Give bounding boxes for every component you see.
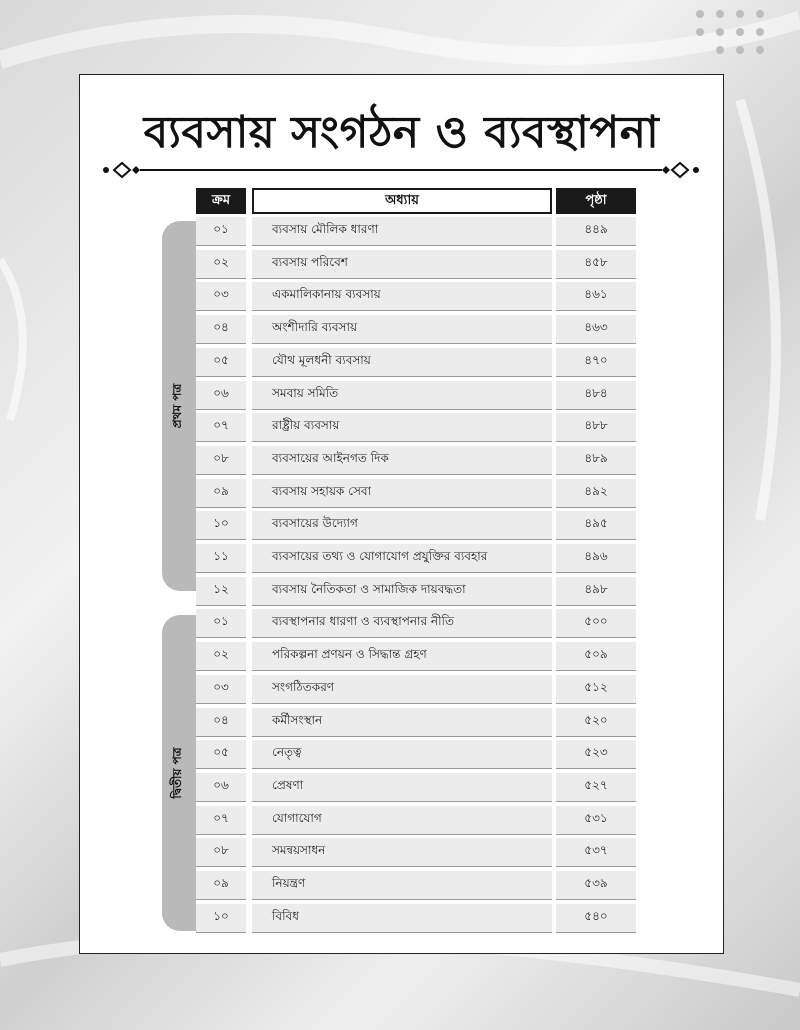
- row-page: ৪৭০: [556, 348, 636, 377]
- row-chapter: রাষ্ট্রীয় ব্যবসায়: [252, 413, 552, 442]
- title-divider-ornament: [100, 159, 702, 181]
- header-serial: ক্রম: [196, 188, 246, 214]
- row-chapter: কর্মীসংস্থান: [252, 708, 552, 737]
- row-serial: ০৪: [196, 708, 246, 737]
- row-page: ৪৮৪: [556, 381, 636, 410]
- row-serial: ১০: [196, 511, 246, 540]
- row-serial: ০৫: [196, 740, 246, 769]
- section-label-first-paper: প্রথম পত্র: [170, 383, 184, 429]
- row-serial: ০৪: [196, 315, 246, 344]
- row-serial: ০৫: [196, 348, 246, 377]
- row-serial: ০১: [196, 217, 246, 246]
- table-row: [80, 806, 725, 836]
- table-row: [80, 282, 725, 312]
- row-page: ৫১২: [556, 675, 636, 704]
- row-serial: ০২: [196, 642, 246, 671]
- row-chapter: ব্যবসায় মৌলিক ধারণা: [252, 217, 552, 246]
- row-serial: ০২: [196, 250, 246, 279]
- table-row: [80, 609, 725, 639]
- row-page: ৫৩৯: [556, 871, 636, 900]
- row-page: ৪৯২: [556, 479, 636, 508]
- row-chapter: যৌথ মূলধনী ব্যবসায়: [252, 348, 552, 377]
- row-page: ৪৯৬: [556, 544, 636, 573]
- row-serial: ০৮: [196, 446, 246, 475]
- row-chapter: সংগঠিতকরণ: [252, 675, 552, 704]
- row-serial: ১১: [196, 544, 246, 573]
- header-chapter: অধ্যায়: [252, 188, 552, 214]
- row-serial: ০৯: [196, 479, 246, 508]
- row-chapter: ব্যবস্থাপনার ধারণা ও ব্যবস্থাপনার নীতি: [252, 609, 552, 638]
- table-row: [80, 544, 725, 574]
- content-card: [79, 74, 724, 954]
- table-row: [80, 250, 725, 280]
- table-row: [80, 838, 725, 868]
- row-chapter: পরিকল্পনা প্রণয়ন ও সিদ্ধান্ত গ্রহণ: [252, 642, 552, 671]
- row-chapter: অংশীদারি ব্যবসায়: [252, 315, 552, 344]
- row-chapter: ব্যবসায়ের আইনগত দিক: [252, 446, 552, 475]
- row-serial: ০৩: [196, 675, 246, 704]
- row-chapter: বিবিধ: [252, 904, 552, 933]
- row-page: ৪৯৫: [556, 511, 636, 540]
- row-page: ৪৬৩: [556, 315, 636, 344]
- row-serial: ১২: [196, 577, 246, 606]
- table-row: [80, 708, 725, 738]
- table-row: [80, 479, 725, 509]
- row-serial: ০৩: [196, 282, 246, 311]
- row-page: ৫৩১: [556, 806, 636, 835]
- row-page: ৫২০: [556, 708, 636, 737]
- row-page: ৪৯৮: [556, 577, 636, 606]
- table-row: [80, 446, 725, 476]
- table-row: [80, 577, 725, 607]
- header-page: পৃষ্ঠা: [556, 188, 636, 214]
- row-chapter: নিয়ন্ত্রণ: [252, 871, 552, 900]
- row-chapter: যোগাযোগ: [252, 806, 552, 835]
- row-serial: ০৯: [196, 871, 246, 900]
- row-chapter: সমন্বয়সাধন: [252, 838, 552, 867]
- row-serial: ০৭: [196, 806, 246, 835]
- table-row: [80, 348, 725, 378]
- row-page: ৫২৭: [556, 773, 636, 802]
- row-serial: ০৬: [196, 773, 246, 802]
- table-row: [80, 740, 725, 770]
- table-row: [80, 413, 725, 443]
- row-chapter: নেতৃত্ব: [252, 740, 552, 769]
- row-chapter: ব্যবসায় পরিবেশ: [252, 250, 552, 279]
- row-page: ৪৪৯: [556, 217, 636, 246]
- row-serial: ০৮: [196, 838, 246, 867]
- table-row: [80, 381, 725, 411]
- row-serial: ০১: [196, 609, 246, 638]
- table-row: [80, 773, 725, 803]
- row-page: ৫০৯: [556, 642, 636, 671]
- table-row: [80, 511, 725, 541]
- row-chapter: একমালিকানায় ব্যবসায়: [252, 282, 552, 311]
- page-title: ব্যবসায় সংগঠন ও ব্যবস্থাপনা: [143, 107, 660, 158]
- row-chapter: সমবায় সমিতি: [252, 381, 552, 410]
- row-page: ৫০০: [556, 609, 636, 638]
- row-chapter: প্রেষণা: [252, 773, 552, 802]
- table-row: [80, 871, 725, 901]
- row-page: ৫৪০: [556, 904, 636, 933]
- row-page: ৫২৩: [556, 740, 636, 769]
- row-page: ৪৮৮: [556, 413, 636, 442]
- section-label-second-paper: দ্বিতীয় পত্র: [170, 747, 184, 799]
- row-serial: ১০: [196, 904, 246, 933]
- row-serial: ০৬: [196, 381, 246, 410]
- row-chapter: ব্যবসায় সহায়ক সেবা: [252, 479, 552, 508]
- row-chapter: ব্যবসায়ের তথ্য ও যোগাযোগ প্রযুক্তির ব্যবহার: [252, 544, 552, 573]
- row-chapter: ব্যবসায়ের উদ্যোগ: [252, 511, 552, 540]
- row-page: ৪৫৮: [556, 250, 636, 279]
- row-page: ৪৮৯: [556, 446, 636, 475]
- row-serial: ০৭: [196, 413, 246, 442]
- table-row: [80, 642, 725, 672]
- table-row: [80, 217, 725, 247]
- table-row: [80, 904, 725, 934]
- row-page: ৫৩৭: [556, 838, 636, 867]
- row-page: ৪৬১: [556, 282, 636, 311]
- row-chapter: ব্যবসায় নৈতিকতা ও সামাজিক দায়বদ্ধতা: [252, 577, 552, 606]
- table-row: [80, 315, 725, 345]
- table-row: [80, 675, 725, 705]
